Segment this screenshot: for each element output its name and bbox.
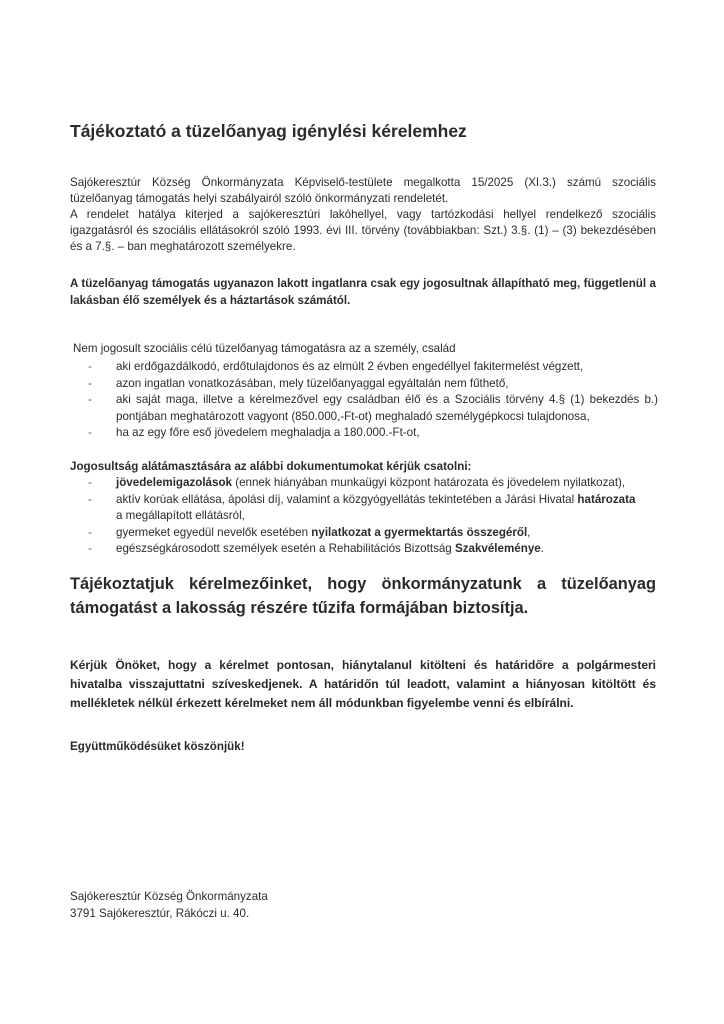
list-item: - aktív korúak ellátása, ápolási díj, valamint a közgyógyellátás tekintetében a Járási Hivatal határozata a megállapított ellátásról, xyxy=(88,492,636,523)
documents-heading: Jogosultság alátámasztására az alábbi dokumentumokat kérjük csatolni: xyxy=(70,460,472,473)
list-item: - gyermeket egyedül nevelők esetében nyilatkozat a gyermektartás összegéről, xyxy=(88,525,658,542)
dash-bullet-icon: - xyxy=(88,393,92,407)
dash-bullet-icon: - xyxy=(88,360,92,373)
footer-address: 3791 Sajókeresztúr, Rákóczi u. 40. xyxy=(70,907,250,920)
documents-list xyxy=(88,475,658,558)
announcement-line: támogatást a lakosság részére tűzifa formájában biztosítja. xyxy=(70,599,529,617)
list-item: - aki saját maga, illetve a kérelmezővel egy családban élő és a Szociális törvény 4.§ (1) bekezdés b.) pontjában meghatározott vagyont (850.000,-Ft-ot) meghaladó személygépkocsi tulajdonosa, xyxy=(88,393,658,423)
list-item: - ha az egy főre eső jövedelem meghaladja a 180.000.-Ft-ot, xyxy=(88,425,658,442)
list-item: - azon ingatlan vonatkozásában, mely tüzelőanyaggal egyáltalán nem fűthető, xyxy=(88,376,658,393)
intro-line: Sajókeresztúr Község Önkormányzata Képviselő-testülete megalkotta 15/2025 (XI.3.) számú szociális xyxy=(70,176,656,189)
dash-bullet-icon: - xyxy=(88,476,92,489)
intro-line: igazgatásról és szociális ellátásokról szóló 1993. évi III. törvény (továbbiakban: Szt.) 3.§. (1) – (3) bekezdésében xyxy=(70,224,656,237)
list-item: - egészségkárosodott személyek esetén a Rehabilitációs Bizottság Szakvéleménye. xyxy=(88,541,658,558)
thanks-line: Együttműködésüket köszönjük! xyxy=(70,740,245,753)
intro-line: és a 7.§. – ban meghatározott személyekre. xyxy=(70,240,296,253)
intro-paragraph xyxy=(70,175,656,255)
request-line: hivatalba visszajuttatni szíveskedjenek. A határidőn túl leadott, valamint a hiányosan kitöltött és xyxy=(70,677,656,691)
dash-bullet-icon: - xyxy=(88,542,92,556)
not-eligible-list xyxy=(88,359,658,442)
announcement-line: Tájékoztatjuk kérelmezőinket, hogy önkormányzatunk a tüzelőanyag xyxy=(70,575,656,593)
notice-line: lakásban élő személyek és a háztartások számától. xyxy=(70,294,351,307)
dash-bullet-icon: - xyxy=(88,492,92,506)
notice-line: A tüzelőanyag támogatás ugyanazon lakott ingatlanra csak egy jogosultnak állapítható meg, függetlenül a xyxy=(70,277,656,290)
footer-signature xyxy=(70,888,268,922)
document-title: Tájékoztató a tüzelőanyag igénylési kérelemhez xyxy=(70,121,467,141)
intro-line: A rendelet hatálya kiterjed a sajókeresztúri lakóhellyel, vagy tartózkodási hellyel rendelkező szociális xyxy=(70,208,656,221)
dash-bullet-icon: - xyxy=(88,525,92,539)
list-item: - jövedelemigazolások (ennek hiányában munkaügyi központ határozata és jövedelem nyilatkozat), xyxy=(88,475,658,492)
request-line: mellékletek nélkül érkezett kérelmeket nem áll módunkban figyelembe venni és elbírálni. xyxy=(70,696,574,710)
request-paragraph xyxy=(70,656,656,713)
announcement-paragraph xyxy=(70,572,656,620)
dash-bullet-icon: - xyxy=(88,426,92,440)
request-line: Kérjük Önöket, hogy a kérelmet pontosan, hiánytalanul kitölteni és határidőre a polgármesteri xyxy=(70,658,656,672)
not-eligible-heading: Nem jogosult szociális célú tüzelőanyag támogatásra az a személy, család xyxy=(73,342,456,355)
notice-paragraph xyxy=(70,275,656,309)
footer-org: Sajókeresztúr Község Önkormányzata xyxy=(70,890,268,903)
list-item: - aki erdőgazdálkodó, erdőtulajdonos és az elmúlt 2 évben engedéllyel fakitermelést végzett, xyxy=(88,359,658,376)
intro-line: tüzelőanyag támogatás helyi szabályairól szóló önkormányzati rendeletét. xyxy=(70,192,449,205)
dash-bullet-icon: - xyxy=(88,376,92,390)
